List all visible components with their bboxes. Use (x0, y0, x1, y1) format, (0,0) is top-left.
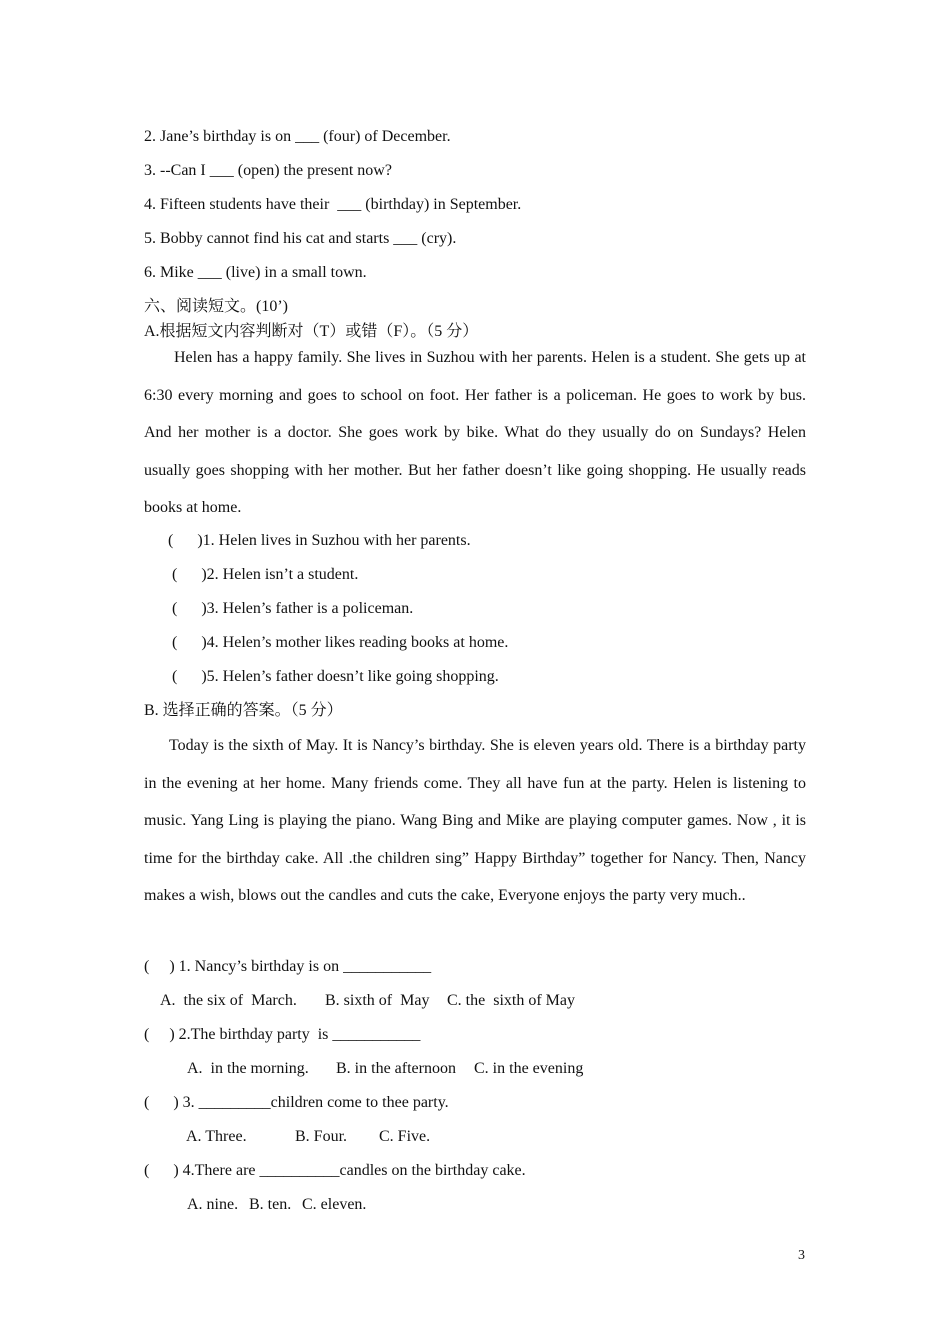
part-b-heading: B. 选择正确的答案。（5 分） (144, 702, 343, 719)
section-title: 六、阅读短文。(10’) (144, 298, 288, 315)
part-a-passage: Helen has a happy family. She lives in Suzhou with her parents. Helen is a student. She gets up at 6:30 every morning and goes to school on foot. Her father is a policeman. He goes to work by bus. And her mother is a doctor. She goes work by bike. What do they usually do on Sundays? Helen usually goes shopping with her mother. But her father doesn’t like going shopping. He usually reads books at home. (144, 349, 806, 516)
mc-q1-option-c: C. the sixth of May (447, 992, 575, 1009)
tf-item-5: ( )5. Helen’s father doesn’t like going shopping. (172, 668, 499, 685)
mc-q3-option-c: C. Five. (379, 1128, 431, 1145)
fill-item-2: 2. Jane’s birthday is on ___ (four) of December. (144, 128, 451, 145)
tf-item-3: ( )3. Helen’s father is a policeman. (172, 600, 414, 617)
page-number: 3 (798, 1248, 805, 1263)
mc-q4-option-a: A. nine. (187, 1196, 239, 1213)
fill-item-5: 5. Bobby cannot find his cat and starts ___ (cry). (144, 230, 457, 247)
mc-q3-option-b: B. Four. (295, 1128, 348, 1145)
mc-q2-option-c: C. in the evening (474, 1060, 584, 1077)
mc-q2-option-b: B. in the afternoon (336, 1060, 456, 1077)
mc-q1-option-b: B. sixth of May (325, 992, 430, 1009)
part-a-heading: A.根据短文内容判断对（T）或错（F）。（5 分） (144, 323, 479, 340)
fill-item-3: 3. --Can I ___ (open) the present now? (144, 162, 392, 179)
tf-item-2: ( )2. Helen isn’t a student. (172, 566, 359, 583)
mc-q1-option-a: A. the six of March. (160, 992, 297, 1009)
mc-question-2: ( ) 2.The birthday party is ___________ (144, 1026, 421, 1043)
mc-question-4: ( ) 4.There are __________candles on the birthday cake. (144, 1162, 526, 1179)
fill-item-4: 4. Fifteen students have their ___ (birthday) in September. (144, 196, 522, 213)
tf-item-1: ( )1. Helen lives in Suzhou with her parents. (168, 532, 471, 549)
mc-question-1: ( ) 1. Nancy’s birthday is on ___________ (144, 958, 432, 975)
tf-item-4: ( )4. Helen’s mother likes reading books at home. (172, 634, 509, 651)
mc-q4-option-b: B. ten. (249, 1196, 292, 1213)
mc-q2-option-a: A. in the morning. (187, 1060, 309, 1077)
part-b-passage: Today is the sixth of May. It is Nancy’s birthday. She is eleven years old. There is a birthday party in the evening at her home. Many friends come. They all have fun at the party. Helen is listening to music. Yang Ling is playing the piano. Wang Bing and Mike are playing computer games. Now , it is time for the birthday cake. All .the children sing” Happy Birthday” together for Nancy. Then, Nancy makes a wish, blows out the candles and cuts the cake, Everyone enjoys the party very much.. (144, 737, 806, 904)
mc-q4-option-c: C. eleven. (302, 1196, 367, 1213)
mc-q3-option-a: A. Three. (186, 1128, 247, 1145)
mc-question-3: ( ) 3. _________children come to thee party. (144, 1094, 449, 1111)
fill-item-6: 6. Mike ___ (live) in a small town. (144, 264, 367, 281)
